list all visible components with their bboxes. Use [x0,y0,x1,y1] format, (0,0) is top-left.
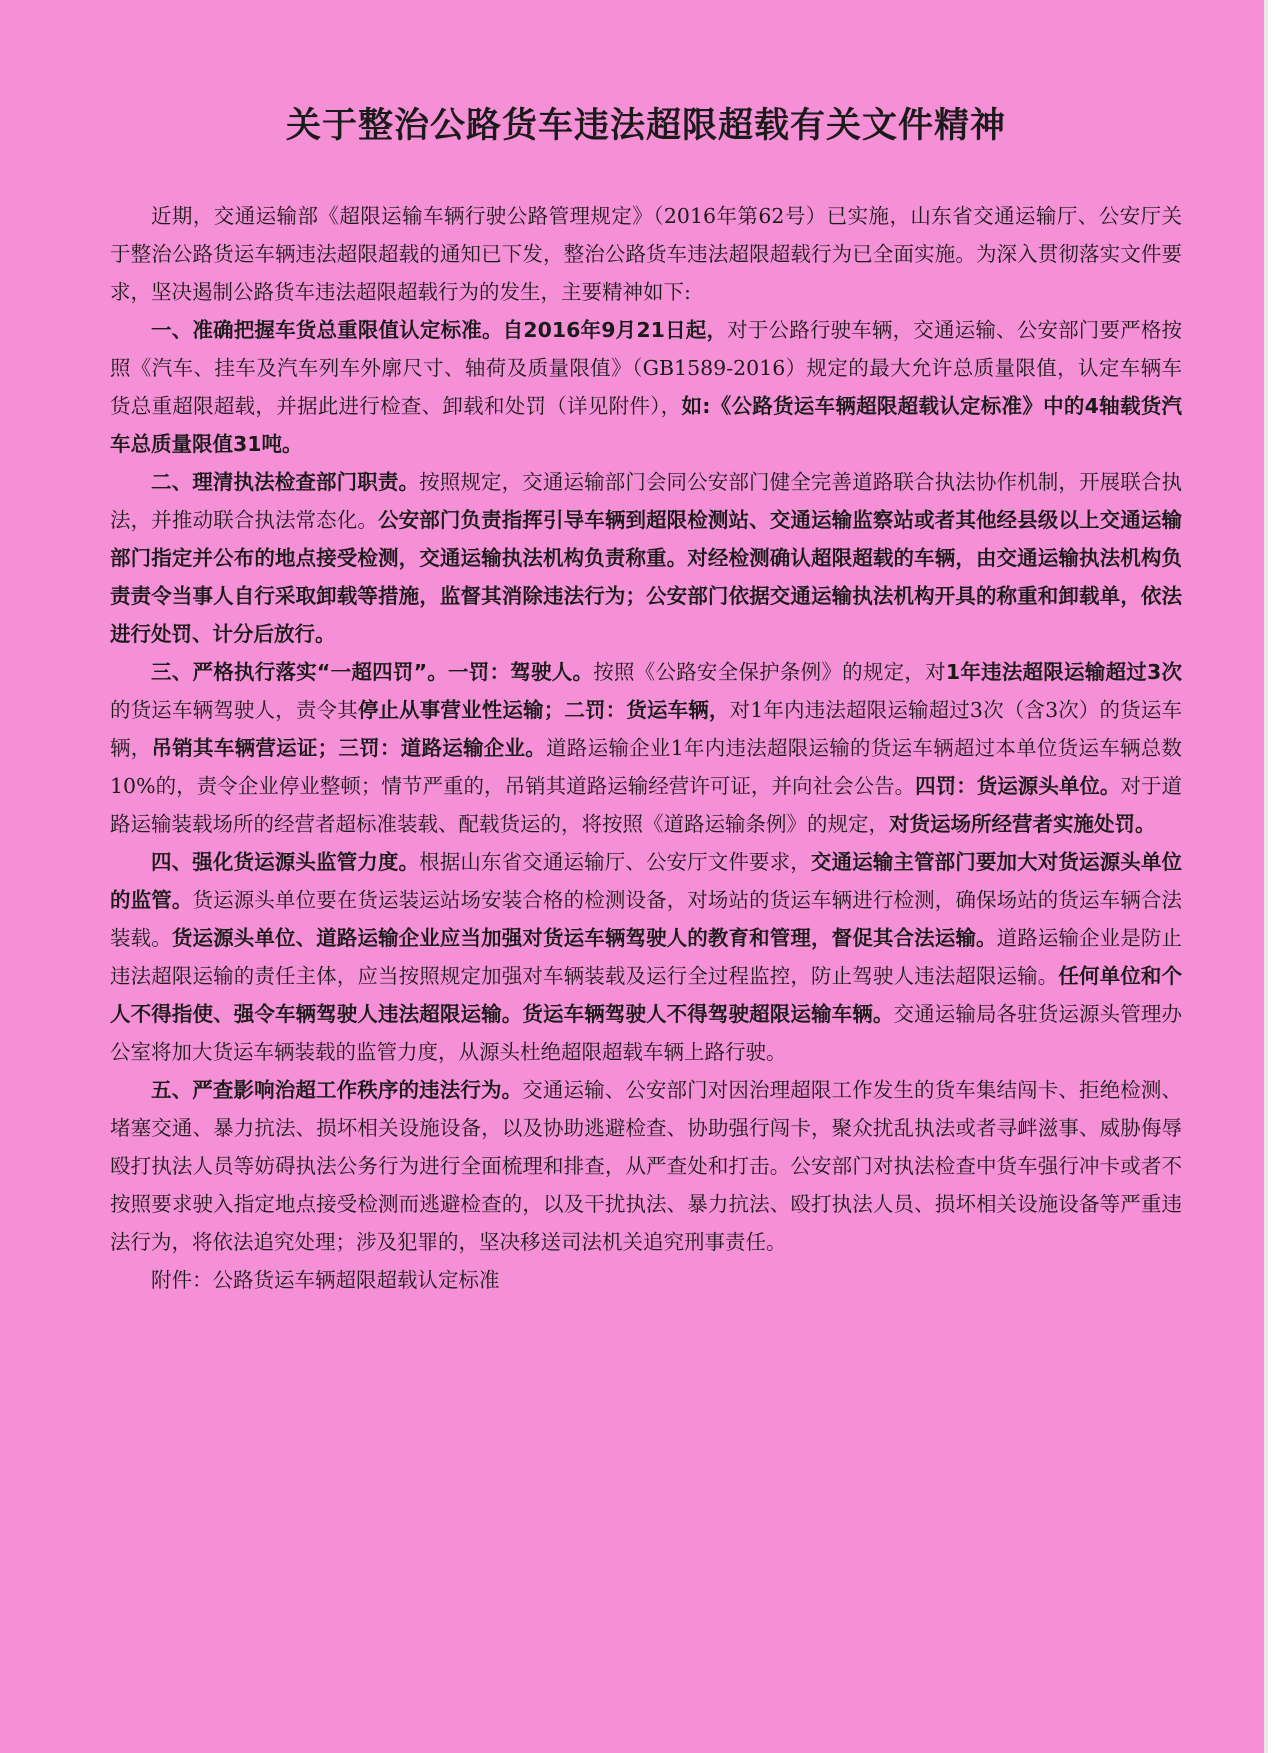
section-3-text-5: 对于道路运输装载场所的经营者超标准装载、配载货运的，将按照《道路运输条例》的规定， [110,774,1183,836]
section-4-text-4: 交通运输局各驻货运源头管理办公室将加大货运车辆装载的监管力度，从源头杜绝超限超载车辆上路行驶。 [110,1002,1182,1064]
section-2-emphasis: 公安部门负责指挥引导车辆到超限检测站、交通运输监察站或者其他经县级以上交通运输部门指定并公布的地点接受检测，交通运输执法机构负责称重。对经检测确认超限超载的车辆，由交通运输执法机构负责责令当事人自行采取卸载等措施，监督其消除违法行为；公安部门依据交通运输执法机构开具的称重和卸载单，依法进行处罚、计分后放行。 [110,508,1182,646]
section-3-bold-2: 1年违法超限运输超过3次 [945,660,1182,684]
section-4-bold-3: 货运源头单位、道路运输企业应当加强对货运车辆驾驶人的教育和管理，督促其合法运输。 [171,926,997,950]
section-4-bold-2: 交通运输主管部门要加大对货运源头单位的监管。 [110,850,1183,912]
section-4-heading: 四、强化货运源头监管力度。 [151,850,420,874]
intro-paragraph [110,197,1182,311]
section-2-text: 按照规定，交通运输部门会同公安部门健全完善道路联合执法协作机制，开展联合执法，并推动联合执法常态化。 [110,470,1182,532]
section-4-text-2: 货运源头单位要在货运装运站场安装合格的检测设备，对场站的货运车辆进行检测，确保场站的货运车辆合法装载。 [110,888,1183,950]
section-3-text-3: 对1年内违法超限运输超过3次（含3次）的货运车辆， [110,698,1183,760]
section-3-bold-3: 停止从事营业性运输；二罚：货运车辆， [357,698,730,722]
section-1 [110,311,1182,463]
section-1-example: 如:《公路货运车辆超限超载认定标准》中的4轴载货汽车总质量限值31吨。 [110,394,1183,456]
section-3-bold-5: 四罚：货运源头单位。 [915,774,1121,798]
section-4-bold-4: 任何单位和个人不得指使、强令车辆驾驶人违法超限运输。货运车辆驾驶人不得驾驶超限运输车辆。 [110,964,1183,1026]
section-3-text-2: 的货运车辆驾驶人，责令其 [110,698,358,722]
section-2-heading: 二、理清执法检查部门职责。 [151,470,420,494]
section-3-bold-4: 吊销其车辆营运证；三罚：道路运输企业。 [151,736,547,760]
section-3-heading: 三、严格执行落实“一超四罚”。一罚：驾驶人。 [151,660,594,684]
section-3-bold-6: 对货运场所经营者实施处罚。 [889,812,1156,836]
document-title: 关于整治公路货车违法超限超载有关文件精神 [285,106,1006,146]
section-3 [110,653,1182,843]
section-4-text-3: 道路运输企业是防止违法超限运输的责任主体，应当按照规定加强对车辆装载及运行全过程监控，防止驾驶人违法超限运输。 [110,926,1183,988]
attachment-note: 附件：公路货运车辆超限超载认定标准 [151,1268,500,1292]
section-5-text: 交通运输、公安部门对因治理超限工作发生的货车集结闯卡、拒绝检测、堵塞交通、暴力抗法、损坏相关设施设备，以及协助逃避检查、协助强行闯卡，聚众扰乱执法或者寻衅滋事、威胁侮辱殴打执法人员等妨碍执法公务行为进行全面梳理和排查，从严查处和打击。公安部门对执法检查中货车强行冲卡或者不按照要求驶入指定地点接受检测而逃避检查的，以及干扰执法、暴力抗法、殴打执法人员、损坏相关设施设备等严重违法行为，将依法追究处理；涉及犯罪的，坚决移送司法机关追究刑事责任。 [110,1078,1182,1254]
section-1-text: 对于公路行驶车辆，交通运输、公安部门要严格按照《汽车、挂车及汽车列车外廓尺寸、轴荷及质量限值》（GB1589-2016）规定的最大允许总质量限值，认定车辆车货总重超限超载，并据此进行检查、卸载和处罚（详见附件）， [110,318,1183,418]
intro-text: 近期，交通运输部《超限运输车辆行驶公路管理规定》（2016年第62号）已实施，山东省交通运输厅、公安厅关于整治公路货运车辆违法超限超载的通知已下发，整治公路货车违法超限超载行为已全面实施。为深入贯彻落实文件要求，坚决遏制公路货车违法超限超载行为的发生，主要精神如下: [110,204,1182,304]
document-body [110,100,1182,1299]
section-3-text-4: 道路运输企业1年内违法超限运输的货运车辆超过本单位货运车辆总数10%的，责令企业停业整顿；情节严重的，吊销其道路运输经营许可证，并向社会公告。 [110,736,1183,798]
section-1-heading: 一、准确把握车货总重限值认定标准。自2016年9月21日起， [151,318,728,342]
section-5-heading: 五、严查影响治超工作秩序的违法行为。 [151,1078,523,1102]
section-5 [110,1071,1182,1261]
section-4-text-1: 根据山东省交通运输厅、公安厅文件要求， [419,850,811,874]
section-2 [110,463,1182,653]
section-4 [110,843,1182,1071]
section-3-text-1: 按照《公路安全保护条例》的规定，对 [593,660,946,684]
